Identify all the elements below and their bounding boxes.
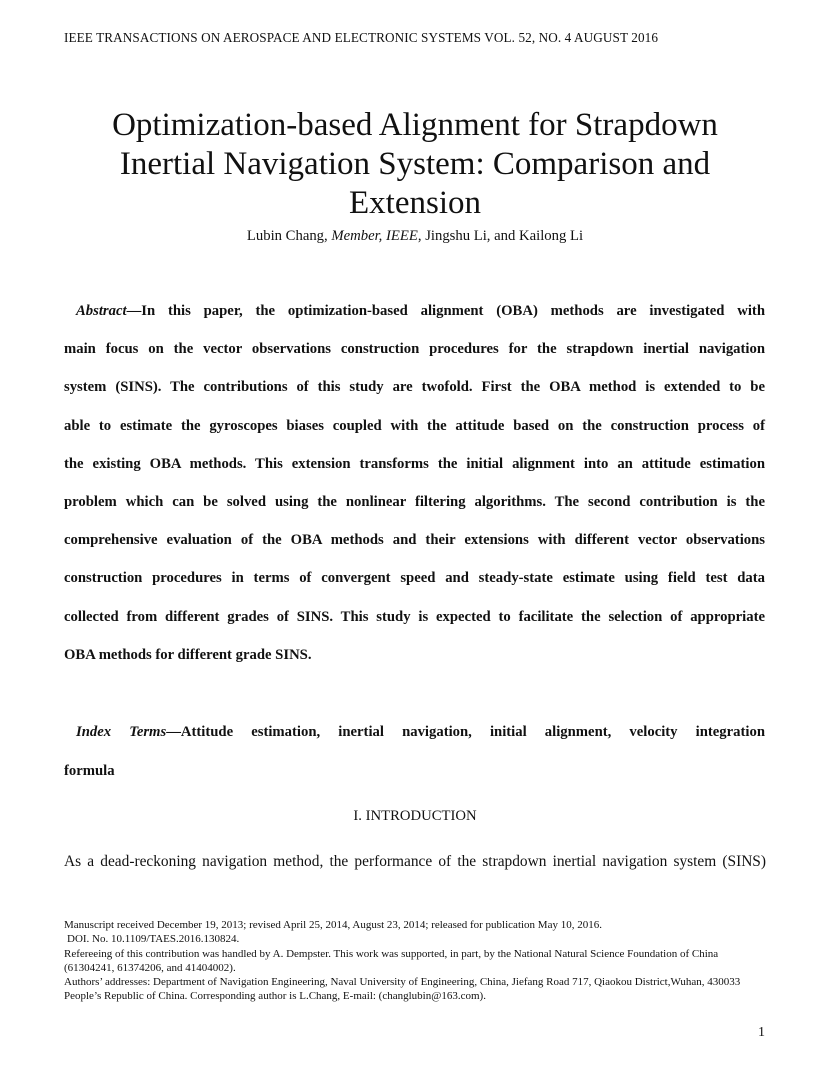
abstract (64, 292, 765, 674)
page-number: 1 (758, 1025, 765, 1040)
abstract-line: collected from different grades of SINS. This study is expected to facilitate the selection of appropriate (64, 608, 765, 625)
paper-title (64, 106, 766, 223)
footnote-addresses: Authors’ addresses: Department of Navigation Engineering, Naval University of Engineering, China, Jiefang Road 717, Qiaokou District,Wuhan, 430033 People’s Republic of China. Corresponding author is L.Chang, E-mail: (changlubin@163.com). (64, 976, 741, 1003)
footnotes (64, 918, 766, 1004)
footnote-refereeing: Refereeing of this contribution was handled by A. Dempster. This work was supported, in part, by the National Natural Science Foundation of China (61304241, 61374206, and 41404002). (64, 947, 719, 974)
abstract-line: main focus on the vector observations construction procedures for the strapdown inertial navigation (64, 341, 765, 358)
abstract-line: system (SINS). The contributions of this study are twofold. First the OBA method is extended to be (64, 379, 765, 396)
index-terms-text: —Attitude estimation, inertial navigation, initial alignment, velocity integration (166, 724, 765, 740)
abstract-line: construction procedures in terms of convergent speed and steady-state estimate using field test data (64, 570, 765, 587)
index-terms-line (64, 713, 765, 752)
footnote-doi: DOI. No. 10.1109/TAES.2016.130824. (67, 933, 240, 946)
abstract-line-text: —In this paper, the optimization-based alignment (OBA) methods are investigated with (126, 303, 765, 319)
index-terms-label: Index Terms (76, 724, 167, 740)
abstract-line: comprehensive evaluation of the OBA methods and their extensions with different vector observations (64, 532, 765, 549)
footnote-manuscript: Manuscript received December 19, 2013; revised April 25, 2014, August 23, 2014; released for publication May 10, 2016. (64, 919, 602, 931)
abstract-line: the existing OBA methods. This extension transforms the initial alignment into an attitude estimation (64, 455, 765, 472)
abstract-line: problem which can be solved using the nonlinear filtering algorithms. The second contribution is the (64, 494, 765, 511)
title-line: Optimization-based Alignment for Strapdown (112, 107, 718, 144)
author-list (64, 228, 766, 245)
index-terms-line: formula (64, 762, 115, 779)
title-line: Inertial Navigation System: Comparison and (119, 146, 711, 183)
section-heading: I. INTRODUCTION (353, 808, 477, 824)
author-affiliation: Member, IEEE (331, 228, 418, 244)
abstract-line: OBA methods for different grade SINS. (64, 646, 312, 663)
abstract-line: able to estimate the gyroscopes biases coupled with the attitude based on the construction process of (64, 417, 765, 434)
abstract-line (64, 292, 765, 330)
index-terms (64, 713, 765, 790)
running-header: IEEE TRANSACTIONS ON AEROSPACE AND ELECTRONIC SYSTEMS VOL. 52, NO. 4 AUGUST 2016 (64, 30, 659, 45)
body-paragraph: As a dead-reckoning navigation method, the performance of the strapdown inertial navigation system (SINS) (64, 853, 766, 870)
abstract-label: Abstract (76, 303, 127, 319)
title-line: Extension (349, 185, 481, 222)
author-names-rest: , Jingshu Li, and Kailong Li (417, 228, 584, 244)
author-names-lead: Lubin Chang, (246, 228, 332, 244)
